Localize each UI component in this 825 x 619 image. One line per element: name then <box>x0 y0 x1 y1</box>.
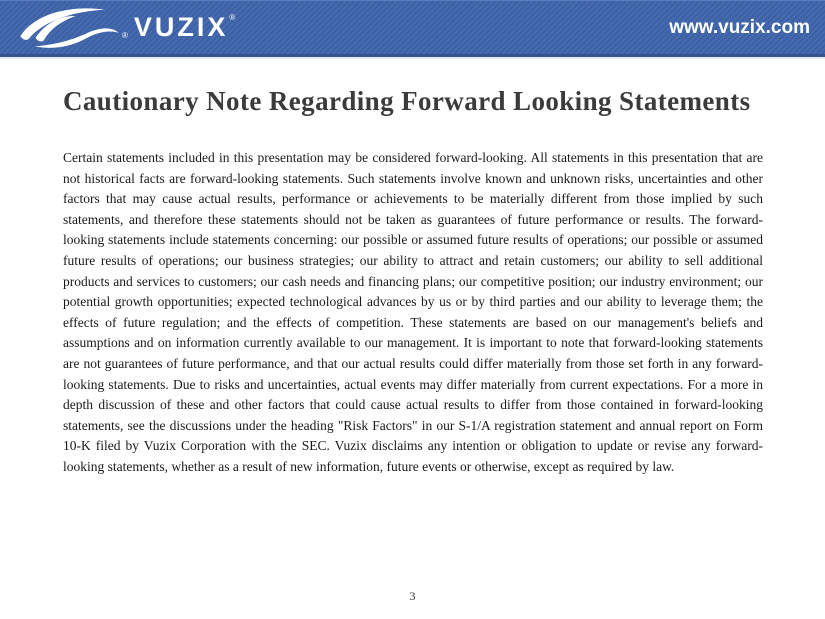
website-url: www.vuzix.com <box>669 16 810 38</box>
wordmark-registered-mark: ® <box>229 12 236 22</box>
slide-title: Cautionary Note Regarding Forward Looking Statements <box>63 86 751 116</box>
logo-registered-mark: ® <box>122 30 128 40</box>
brand-logo <box>0 4 235 52</box>
vuzix-swoosh-icon <box>14 4 126 52</box>
brand-wordmark: VUZIX <box>133 12 229 42</box>
header-bar <box>0 0 825 57</box>
disclaimer-paragraph: Certain statements included in this presentation may be considered forward-looking. All statements in this presentation that are not historical facts are forward-looking statements. Such statements involve known and unknown risks, uncertainties and other factors that may cause actual results, performance or achievements to be materially different from those implied by such statements, and therefore these statements should not be taken as guarantees of future performance or results. The forward-looking statements include statements concerning: our possible or assumed future results of operations; our possible or assumed future results of operations; our business strategies; our ability to attract and retain customers; our ability to sell additional products and services to customers; our cash needs and financing plans; our competitive position; our industry environment; our potential growth opportunities; expected technological advances by us or by third parties and our ability to leverage them; the effects of future regulation; and the effects of competition. These statements are based on our management's beliefs and assumptions and on information currently available to our management. It is important to note that forward-looking statements are not guarantees of future performance, and that our actual results could differ materially from those set forth in any forward-looking statements. Due to risks and uncertainties, actual events may differ materially from current expectations. For a more in depth discussion of these and other factors that could cause actual results to differ from those contained in forward-looking statements, see the discussions under the heading "Risk Factors" in our S-1/A registration statement and annual report on Form 10-K filed by Vuzix Corporation with the SEC. Vuzix disclaims any intention or obligation to update or revise any forward-looking statements, whether as a result of new information, future events or otherwise, except as required by law. <box>63 150 763 474</box>
page-number: 3 <box>409 589 416 603</box>
